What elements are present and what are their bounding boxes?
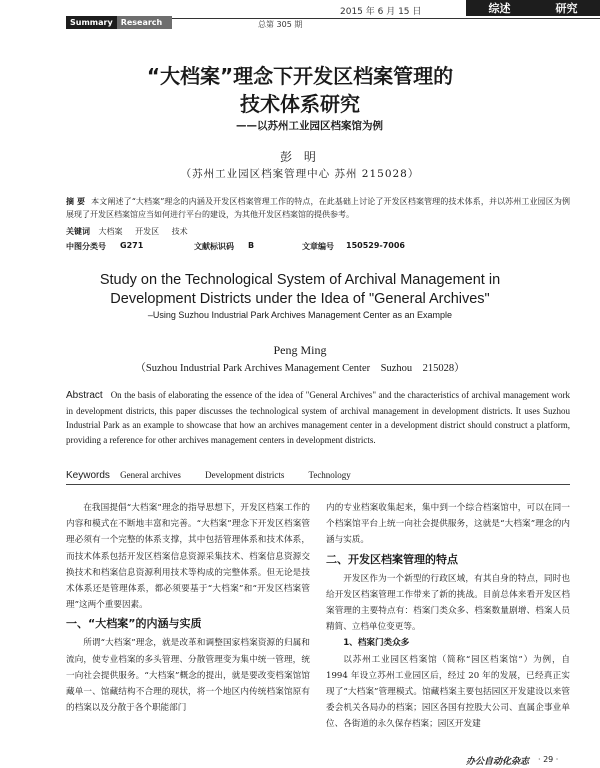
body-paragraph: 所谓“大档案”理念，就是改革和调整国家档案资源的归属和流向，使专业档案的多头管理、分散管理变为集中统一管理，统一向社会提供服务。“大档案”概念的提出，就是要改变档案馆馆藏单一、馆藏结构不合理的现状，将一个地区内传统档案馆原有的档案以及分散于各个职能部门 (66, 638, 310, 714)
keywords-en-label: Keywords (66, 470, 110, 481)
subsection-heading: 1、档案门类众多 (343, 638, 410, 649)
title-en-line1: Study on the Technological System of Archival Management in (99, 272, 501, 288)
section-tag-left: 综述 (488, 2, 511, 15)
article-no-label: 文章编号 (302, 242, 334, 251)
clc-label: 中图分类号 (66, 242, 106, 251)
author-cn: 彭 明 (280, 150, 320, 164)
doc-code-label: 文献标识码 (194, 242, 234, 251)
summary-research-label (66, 16, 172, 29)
header-date: 2015 年 6 月 15 日 (340, 7, 422, 17)
abstract-cn (66, 195, 570, 221)
body-paragraph: 内的专业档案收集起来，集中到一个综合档案馆中，可以在同一个档案馆平台上统一向社会提供服务，这就是“大档案”理念的内涵与实质。 (326, 503, 570, 546)
journal-logo: 办公自动化杂志 (466, 757, 530, 767)
title-cn-line1: “大档案”理念下开发区档案管理的 (146, 64, 454, 88)
body-column-right (326, 500, 570, 733)
clc-value: G271 (120, 241, 144, 250)
keyword-cn: 开发区 (135, 227, 160, 236)
abstract-cn-label: 摘 要 (66, 197, 86, 206)
abstract-en-text: On the basis of elaborating the essence of the idea of "General Archives" and the characteristics of archival management work in development districts, this paper discusses the technological system of archival management in development districts. It uses Suzhou Industrial Park as an example to showcase that how an archives management center in a development district should construct a platform, providing a reference for other archives management centers in development districts. (66, 390, 570, 445)
subtitle-cn: ——以苏州工业园区档案馆为例 (236, 120, 383, 132)
body-paragraph: 以苏州工业园区档案馆（简称“园区档案馆”）为例，自1994 年设立苏州工业园区后，经过 20 年的发展，已经真正实现了“大档案”管理模式。馆藏档案主要包括园区开发建设以来管委会机关各局办的档案；园区各国有控股大公司、直属企事业单位、各街道的永久保存档案；园区开发建 (326, 654, 570, 730)
keywords-cn (66, 226, 198, 237)
title-en-line2: Development Districts under the Idea of "General Archives" (110, 291, 490, 307)
title-cn-line2: 技术体系研究 (240, 92, 360, 116)
keyword-cn: 大档案 (98, 227, 123, 236)
keyword-cn: 技术 (171, 227, 188, 236)
keyword-en: General archives (120, 470, 181, 480)
research-label: Research (117, 16, 173, 29)
affiliation-en: （Suzhou Industrial Park Archives Management Center Suzhou 215028） (135, 363, 465, 374)
affiliation-cn: （苏州工业园区档案管理中心 苏州 215028） (180, 168, 420, 180)
body-paragraph: 在我国提倡“大档案”理念的指导思想下，开发区档案工作的内容和模式在不断地丰富和完善。“大档案”理念下开发区档案管理必须有一个完整的体系支撑，其中包括管理体系和技术体系，而技术体系包括开发区档案信息资源采集技术、档案信息资源交换技术和档案信息资源利用技术等构成的完整体系。但无论是技术体系还是管理体系，都必须要基于“大档案”和“开发区档案管理”这两个重要因素。 (66, 503, 310, 611)
keywords-en (66, 470, 373, 481)
section-tag (466, 0, 600, 16)
abstract-en-label: Abstract (66, 390, 103, 401)
page-number: · 29 · (538, 755, 559, 764)
author-en: Peng Ming (273, 343, 327, 357)
section-heading: 二、开发区档案管理的特点 (326, 552, 458, 566)
subtitle-en: –Using Suzhou Industrial Park Archives Management Center as an Example (147, 310, 453, 320)
body-column-left (66, 500, 310, 716)
doc-code-value: B (248, 241, 255, 250)
body-paragraph: 开发区作为一个新型的行政区域，有其自身的特点，同时也给开发区档案管理工作带来了新的挑战。目前总体来看开发区档案管理的主要特点有：档案门类众多、档案数量剧增、档案人员精简、立档单位变更等。 (326, 573, 570, 633)
keyword-en: Development districts (205, 470, 285, 480)
section-heading: 一、“大档案”的内涵与实质 (66, 617, 202, 631)
keywords-cn-label: 关键词 (66, 227, 90, 236)
keyword-en: Technology (308, 470, 351, 480)
summary-label: Summary (66, 16, 117, 29)
issue-number: 总第 305 期 (258, 20, 303, 29)
section-tag-right: 研究 (555, 2, 578, 15)
abstract-cn-text: 本文阐述了“大档案”理念的内涵及开发区档案管理工作的特点，在此基础上讨论了开发区档案管理的技术体系，并以苏州工业园区为例展现了开发区档案馆应当如何进行平台的建设，为其他开发区档案馆的提供参考。 (66, 197, 570, 219)
abstract-en (66, 388, 570, 447)
article-no-value: 150529-7006 (346, 241, 405, 250)
section-divider (66, 484, 570, 485)
